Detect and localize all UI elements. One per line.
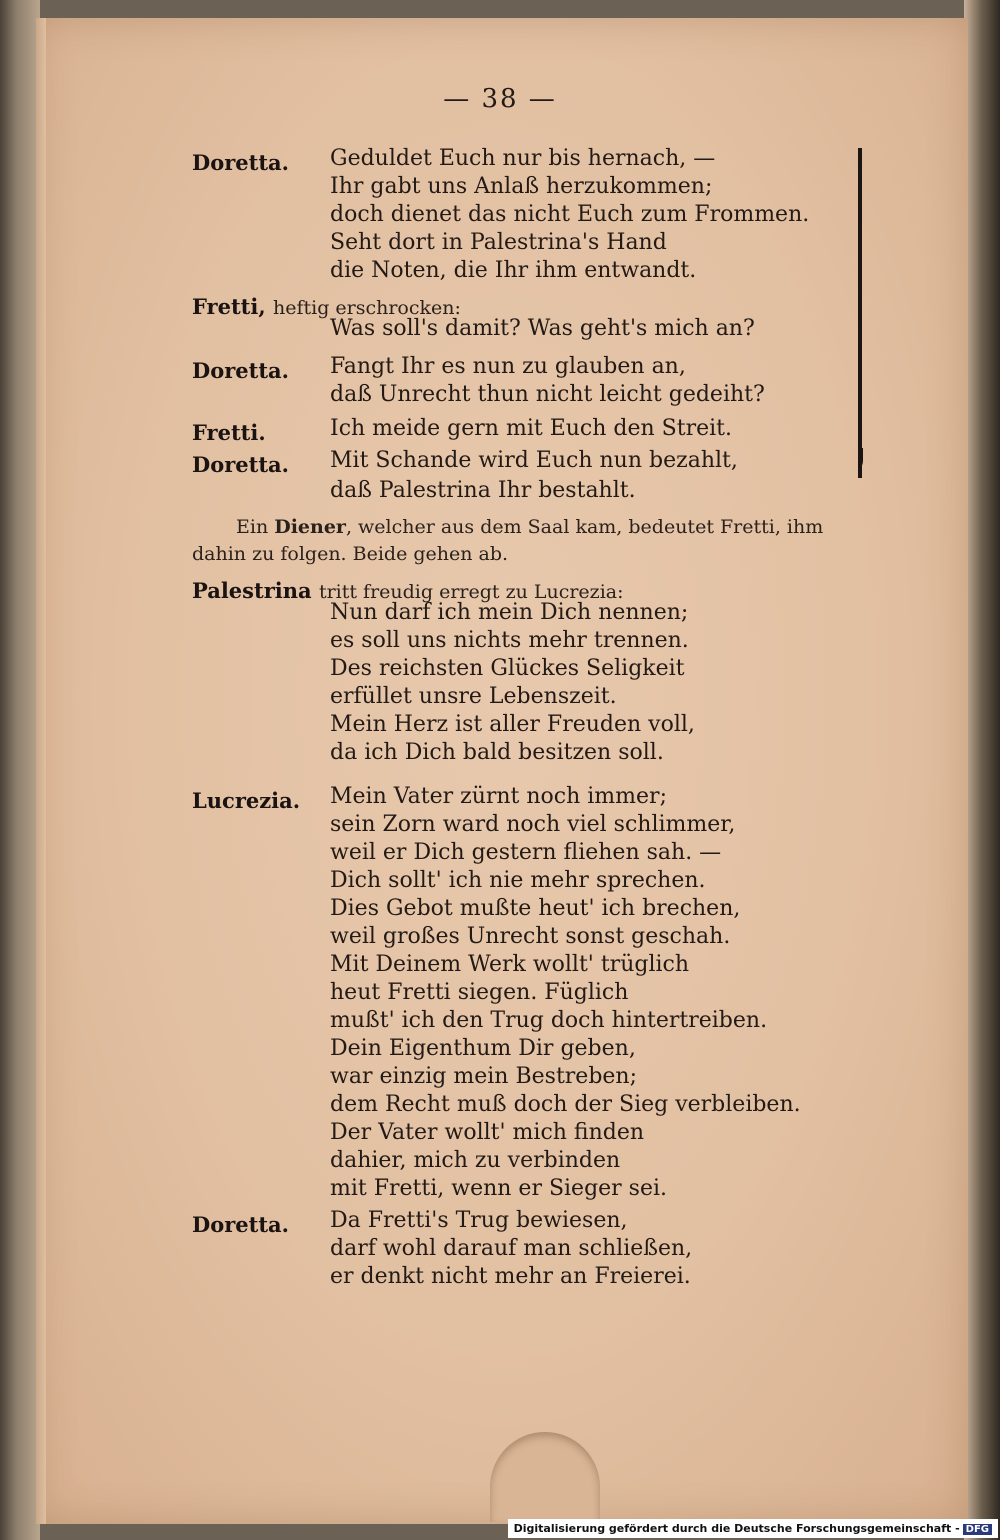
stage-direction: heftig erschrocken: — [272, 297, 461, 319]
verse-line: Mit Schande wird Euch nun bezahlt, — [330, 448, 738, 473]
speaker-fretti: Fretti. — [192, 420, 266, 445]
footer-text: Digitalisierung gefördert durch die Deutsche Forschungsgemeinschaft - — [513, 1522, 960, 1535]
verse-line: Mit Deinem Werk wollt' trüglich — [330, 952, 690, 977]
verse-line: dem Recht muß doch der Sieg verbleiben. — [330, 1092, 801, 1117]
verse-line: weil großes Unrecht sonst geschah. — [330, 924, 731, 949]
speaker-lucrezia: Lucrezia. — [192, 788, 301, 813]
verse-line: darf wohl darauf man schließen, — [330, 1236, 693, 1261]
verse-line: weil er Dich gestern fliehen sah. — — [330, 840, 722, 865]
verse-line: war einzig mein Bestreben; — [330, 1064, 638, 1089]
direction-text: , welcher aus dem Saal kam, bedeutet Fretti, ihm — [345, 516, 824, 538]
verse-line: Mein Herz ist aller Freuden voll, — [330, 712, 695, 737]
page-edge — [36, 18, 46, 1524]
verse-line: Ihr gabt uns Anlaß herzukommen; — [330, 174, 713, 199]
verse-line: mußt' ich den Trug doch hintertreiben. — [330, 1008, 768, 1033]
verse-line: Dich sollt' ich nie mehr sprechen. — [330, 868, 706, 893]
speaker-doretta: Doretta. — [192, 150, 289, 175]
verse-line: er denkt nicht mehr an Freierei. — [330, 1264, 691, 1289]
verse-line: sein Zorn ward noch viel schlimmer, — [330, 812, 736, 837]
verse-line: daß Palestrina Ihr bestahlt. — [330, 478, 636, 503]
stage-direction-line — [192, 514, 872, 541]
verse-line: die Noten, die Ihr ihm entwandt. — [330, 258, 697, 283]
verse-line: erfüllet unsre Lebenszeit. — [330, 684, 617, 709]
verse-line: Ich meide gern mit Euch den Streit. — [330, 416, 732, 441]
verse-line: Dies Gebot mußte heut' ich brechen, — [330, 896, 741, 921]
dfg-logo: DFG — [963, 1524, 992, 1535]
verse-line: Da Fretti's Trug bewiesen, — [330, 1208, 628, 1233]
speaker-doretta: Doretta. — [192, 1212, 289, 1237]
verse-line: es soll uns nichts mehr trennen. — [330, 628, 689, 653]
scan-border-right — [964, 0, 1000, 1540]
verse-line: doch dienet das nicht Euch zum Frommen. — [330, 202, 810, 227]
verse-line: Der Vater wollt' mich finden — [330, 1120, 645, 1145]
stage-direction-block — [192, 514, 872, 568]
page-number: — 38 — — [443, 84, 557, 114]
verse-line: mit Fretti, wenn er Sieger sei. — [330, 1176, 668, 1201]
verse-line: Des reichsten Glückes Seligkeit — [330, 656, 685, 681]
verse-line: Seht dort in Palestrina's Hand — [330, 230, 667, 255]
margin-bracket — [858, 148, 862, 478]
verse-line: Fangt Ihr es nun zu glauben an, — [330, 354, 686, 379]
direction-text: Ein — [236, 516, 269, 538]
speaker-name: Fretti, — [192, 294, 266, 319]
direction-character: Diener — [274, 516, 346, 538]
speaker-doretta: Doretta. — [192, 452, 289, 477]
verse-line: Mein Vater zürnt noch immer; — [330, 784, 667, 809]
digitization-footer — [508, 1519, 998, 1538]
speaker-name: Palestrina — [192, 578, 312, 603]
verse-line: daß Unrecht thun nicht leicht gedeiht? — [330, 382, 765, 407]
verse-line: heut Fretti siegen. Füglich — [330, 980, 629, 1005]
verse-line: Nun darf ich mein Dich nennen; — [330, 600, 689, 625]
verse-line: Geduldet Euch nur bis hernach, — — [330, 146, 716, 171]
speaker-doretta: Doretta. — [192, 358, 289, 383]
stage-direction-line: dahin zu folgen. Beide gehen ab. — [192, 543, 509, 565]
verse-line: da ich Dich bald besitzen soll. — [330, 740, 664, 765]
scan-border-left — [0, 0, 40, 1540]
verse-line: Dein Eigenthum Dir geben, — [330, 1036, 636, 1061]
stage-direction: tritt freudig erregt zu Lucrezia: — [318, 581, 624, 603]
verse-line: dahier, mich zu verbinden — [330, 1148, 621, 1173]
verse-line: Was soll's damit? Was geht's mich an? — [330, 316, 755, 341]
